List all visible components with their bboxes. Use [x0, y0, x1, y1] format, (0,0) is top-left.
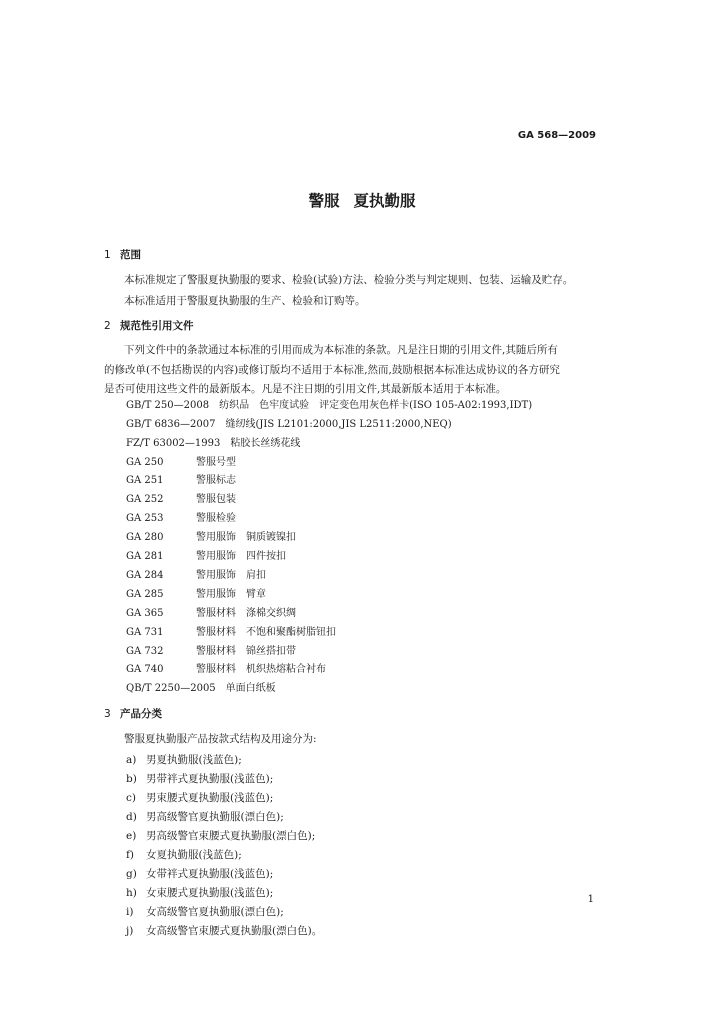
- title-part-2: 夏执勤服: [353, 192, 416, 210]
- reference-code: GA 253: [126, 513, 164, 524]
- list-text: 女束腰式夏执勤服(浅蓝色);: [146, 887, 274, 899]
- paragraph-line: 是否可使用这些文件的最新版本。凡是不注日期的引用文件,其最新版本适用于本标准。: [104, 383, 507, 395]
- reference-code: GB/T 6836—2007: [126, 419, 216, 430]
- list-text: 男高级警官夏执勤服(漂白色);: [146, 811, 284, 823]
- title-part-1: 警服: [308, 192, 340, 210]
- reference-title: 警服材料 涤棉交织绸: [196, 608, 296, 619]
- reference-item: [126, 415, 452, 430]
- list-item: [126, 904, 284, 919]
- reference-code: FZ/T 63002—1993: [126, 438, 221, 449]
- reference-code: GA 285: [126, 589, 164, 600]
- section-3-heading: [104, 706, 162, 721]
- reference-item: [126, 642, 296, 657]
- page-number: 1: [587, 894, 594, 905]
- list-item: [126, 923, 322, 938]
- list-marker: b): [126, 773, 137, 785]
- reference-title: 粘胶长丝绣花线: [230, 438, 301, 449]
- reference-title: 警用服饰 肩扣: [196, 570, 266, 581]
- list-marker: a): [126, 754, 137, 766]
- reference-code: GA 280: [126, 532, 164, 543]
- reference-code: GA 252: [126, 494, 164, 505]
- paragraph: 本标准适用于警服夏执勤服的生产、检验和订购等。: [124, 295, 366, 307]
- reference-code: GA 281: [126, 551, 164, 562]
- list-text: 男高级警官束腰式夏执勤服(漂白色);: [146, 830, 316, 842]
- list-text: 女高级警官束腰式夏执勤服(漂白色)。: [146, 925, 323, 937]
- reference-title: 纺织品 色牢度试验 评定变色用灰色样卡(ISO 105-A02:1993,IDT): [219, 400, 533, 411]
- reference-code: GA 732: [126, 646, 164, 657]
- reference-code: GB/T 250—2008: [126, 400, 210, 411]
- reference-item: [126, 585, 266, 600]
- list-marker: h): [126, 887, 137, 899]
- reference-title: 单面白纸板: [225, 683, 276, 694]
- list-marker: c): [126, 792, 136, 804]
- section-number: 3: [104, 708, 111, 720]
- reference-code: GA 250: [126, 457, 164, 468]
- reference-item: [126, 453, 236, 468]
- list-item: [126, 771, 273, 786]
- page-title: [0, 189, 724, 211]
- list-item: [126, 885, 273, 900]
- list-marker: j): [126, 925, 134, 937]
- reference-item: [126, 490, 236, 505]
- paragraph: 警服夏执勤服产品按款式结构及用途分为:: [124, 733, 317, 745]
- reference-item: [126, 604, 296, 619]
- section-number: 2: [104, 320, 111, 332]
- section-number: 1: [104, 249, 111, 261]
- list-text: 女夏执勤服(浅蓝色);: [146, 849, 242, 861]
- reference-item: [126, 679, 276, 694]
- reference-item: [126, 547, 286, 562]
- reference-item: [126, 660, 326, 675]
- section-title: 产品分类: [120, 708, 162, 720]
- list-marker: e): [126, 830, 137, 842]
- reference-title: 警服号型: [196, 457, 236, 468]
- list-item: [126, 847, 242, 862]
- list-item: [126, 790, 273, 805]
- reference-code: QB/T 2250—2005: [126, 683, 216, 694]
- reference-title: 警服材料 机织热熔粘合衬布: [196, 664, 326, 675]
- reference-item: [126, 528, 296, 543]
- reference-code: GA 251: [126, 475, 164, 486]
- paragraph-line: 的修改单(不包括勘误的内容)或修订版均不适用于本标准,然而,鼓励根据本标准达成协议的各方研究: [104, 364, 560, 376]
- list-text: 女高级警官夏执勤服(漂白色);: [146, 906, 284, 918]
- reference-item: [126, 396, 532, 411]
- reference-code: GA 731: [126, 627, 164, 638]
- list-marker: d): [126, 811, 137, 823]
- list-item: [126, 809, 284, 824]
- reference-item: [126, 471, 236, 486]
- reference-title: 警服包装: [196, 494, 236, 505]
- section-1-heading: [104, 247, 141, 262]
- paragraph-line: 下列文件中的条款通过本标准的引用而成为本标准的条款。凡是注日期的引用文件,其随后所有: [124, 344, 558, 356]
- reference-title: 警服材料 不饱和聚酯树脂钮扣: [196, 627, 336, 638]
- list-marker: f): [126, 849, 134, 861]
- reference-title: 警用服饰 臂章: [196, 589, 266, 600]
- list-marker: i): [126, 906, 134, 918]
- standard-code: GA 568—2009: [517, 130, 596, 141]
- list-item: [126, 828, 315, 843]
- reference-title: 警服检验: [196, 513, 236, 524]
- paragraph: 本标准规定了警服夏执勤服的要求、检验(试验)方法、检验分类与判定规则、包装、运输及贮存。: [124, 274, 574, 286]
- section-title: 范围: [120, 249, 141, 261]
- reference-title: 缝纫线(JIS L2101:2000,JIS L2511:2000,NEQ): [225, 419, 452, 430]
- reference-item: [126, 623, 336, 638]
- reference-title: 警服标志: [196, 475, 236, 486]
- reference-item: [126, 566, 266, 581]
- section-title: 规范性引用文件: [120, 320, 194, 332]
- reference-item: [126, 434, 300, 449]
- list-item: [126, 866, 273, 881]
- reference-code: GA 740: [126, 664, 164, 675]
- reference-code: GA 365: [126, 608, 164, 619]
- reference-item: [126, 509, 236, 524]
- reference-title: 警用服饰 四件按扣: [196, 551, 286, 562]
- list-item: [126, 752, 242, 767]
- list-text: 男束腰式夏执勤服(浅蓝色);: [146, 792, 274, 804]
- list-text: 男夏执勤服(浅蓝色);: [146, 754, 242, 766]
- reference-code: GA 284: [126, 570, 164, 581]
- reference-title: 警服材料 锦丝搭扣带: [196, 646, 296, 657]
- list-text: 男带袢式夏执勤服(浅蓝色);: [146, 773, 274, 785]
- list-marker: g): [126, 868, 137, 880]
- reference-title: 警用服饰 铜质镀镍扣: [196, 532, 296, 543]
- list-text: 女带袢式夏执勤服(浅蓝色);: [146, 868, 274, 880]
- section-2-heading: [104, 318, 194, 333]
